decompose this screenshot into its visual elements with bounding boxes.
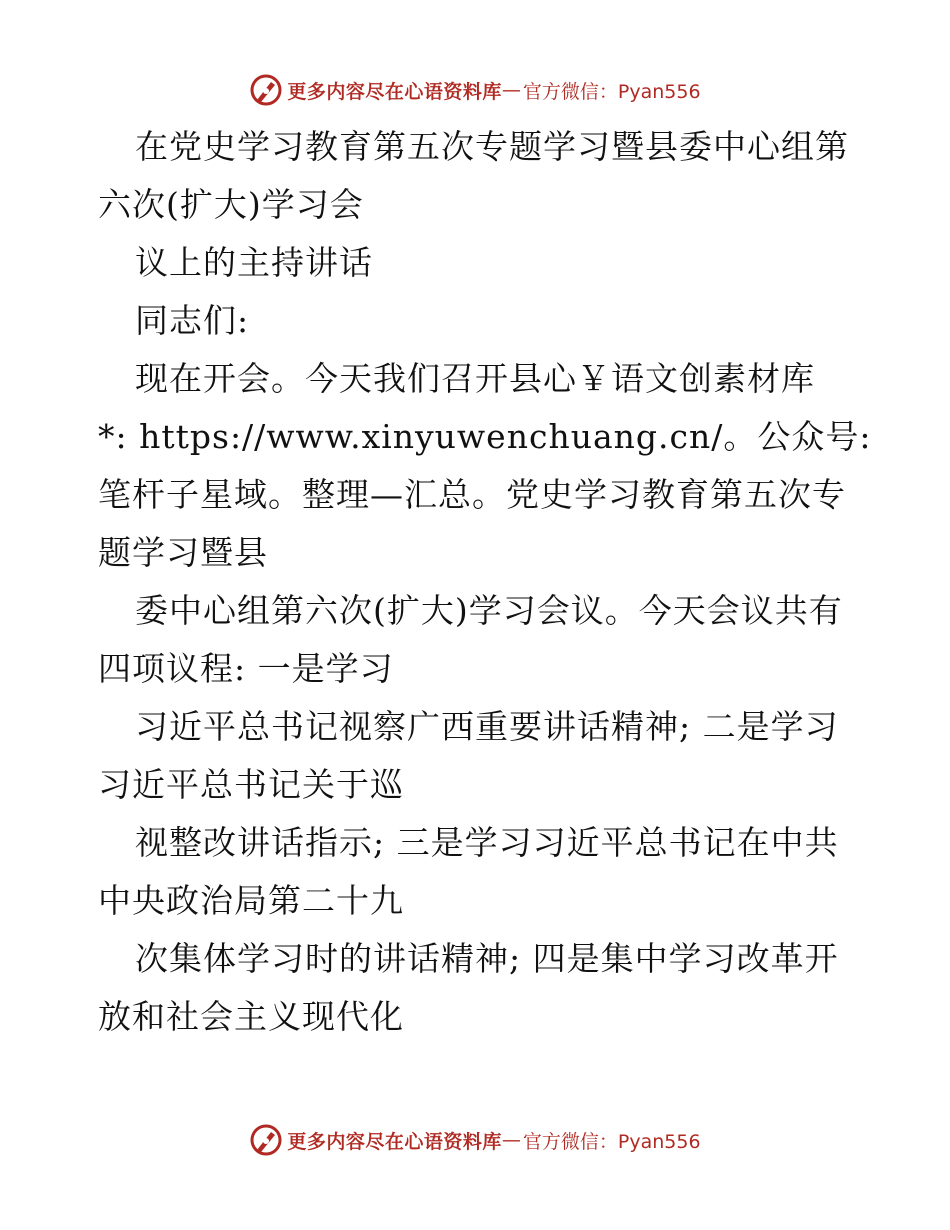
text-line: 现在开会。今天我们召开县心￥语文创素材库 [135,359,815,398]
pen-logo-icon [249,73,283,107]
text-line: 委中心组第六次(扩大)学习会议。今天会议共有 [135,591,843,630]
text-line: 四项议程: 一是学习 [98,649,394,688]
text-line: 次集体学习时的讲话精神; 四是集中学习改革开 [135,939,839,978]
banner-title: 更多内容尽在心语资料库 [287,80,502,103]
pen-logo-icon [249,1123,283,1157]
header-banner [0,70,950,110]
text-line: 习近平总书记关于巡 [98,765,404,804]
text-line: 笔杆子星域。整理—汇总。党史学习教育第五次专 [98,475,846,514]
document-body [98,118,878,1046]
text-line: 同志们: [135,301,250,340]
banner-separator: — [501,1129,521,1151]
text-line: 题学习暨县 [98,533,268,572]
text-line: 习近平总书记视察广西重要讲话精神; 二是学习 [135,707,839,746]
text-line: *: https://www.xinyuwenchuang.cn/。公众号: [98,417,872,456]
banner-wechat: 官方微信：Pyan556 [522,1130,701,1153]
footer-banner [0,1120,950,1160]
text-line: 在党史学习教育第五次专题学习暨县委中心组第 [135,127,849,166]
banner-separator: — [501,79,521,101]
text-line: 放和社会主义现代化 [98,997,404,1036]
text-line: 议上的主持讲话 [135,243,373,282]
text-line: 六次(扩大)学习会 [98,185,364,224]
text-line: 视整改讲话指示; 三是学习习近平总书记在中共 [135,823,839,862]
banner-wechat: 官方微信：Pyan556 [522,80,701,103]
text-line: 中央政治局第二十九 [98,881,404,920]
banner-title: 更多内容尽在心语资料库 [287,1130,502,1153]
